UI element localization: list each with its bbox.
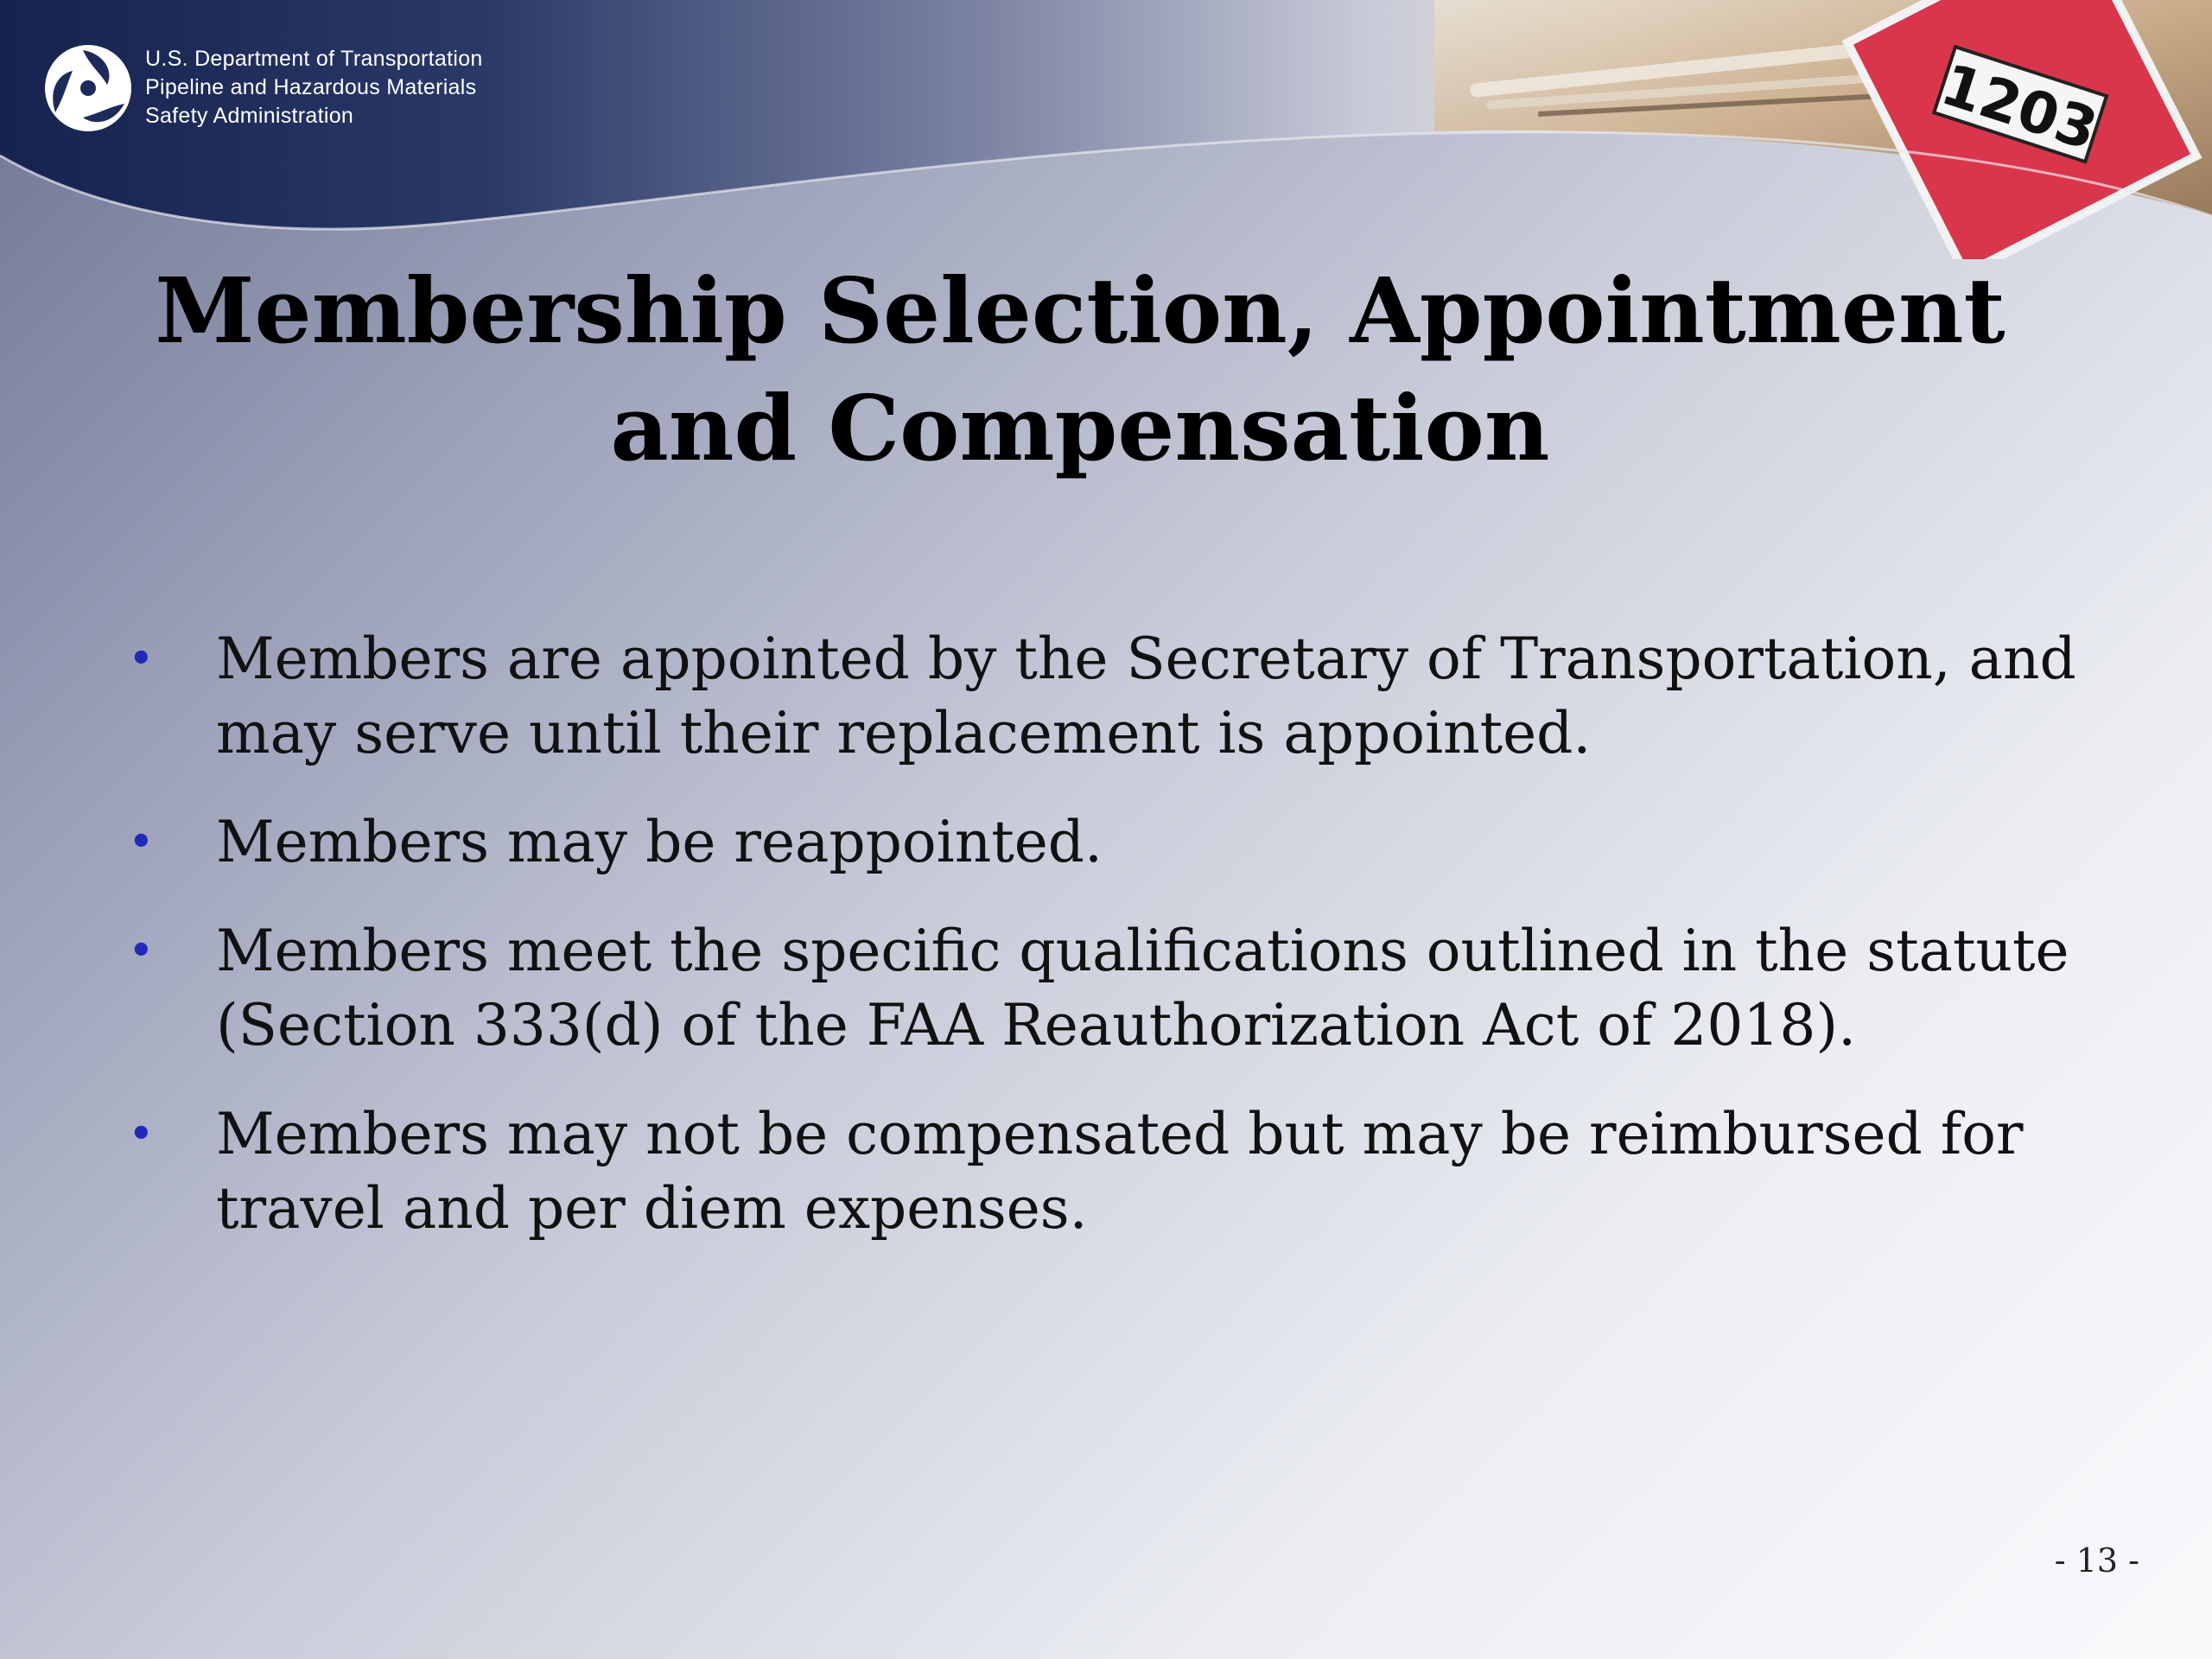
bullet-text: Members meet the specific qualifications outlined in the statute (Section 333(d) of the FAA Reauthorization Act of 2018). [216,918,2069,1058]
bullet-dot-icon: • [128,817,155,868]
page-number: - 13 - [2054,1541,2139,1580]
agency-line-2: Pipeline and Hazardous Materials [145,75,477,99]
slide-title-line-2: and Compensation [610,375,1550,481]
svg-text:1203: 1203 [1933,51,2106,164]
bullet-text: Members may not be compensated but may be reimbursed for travel and per diem expenses. [216,1101,2024,1242]
bullet-text: Members are appointed by the Secretary of Transportation, and may serve until their replacement is appointed. [216,626,2076,766]
agency-line-3: Safety Administration [145,104,354,128]
slide-title-line-1: Membership Selection, Appointment [155,257,2005,364]
agency-line-1: U.S. Department of Transportation [145,47,483,71]
bullet-item [128,805,2107,880]
bullet-item [128,914,2107,1063]
bullet-item [128,1097,2107,1246]
bullet-dot-icon: • [128,633,155,685]
bullet-item [128,622,2107,771]
bullet-text: Members may be reappointed. [216,809,1103,875]
slide-title [0,252,2160,487]
bullet-dot-icon: • [128,1109,155,1160]
bullet-list [128,622,2107,1281]
bullet-dot-icon: • [128,925,155,977]
dot-tri-swoosh-logo [45,45,131,131]
agency-name [145,45,483,130]
